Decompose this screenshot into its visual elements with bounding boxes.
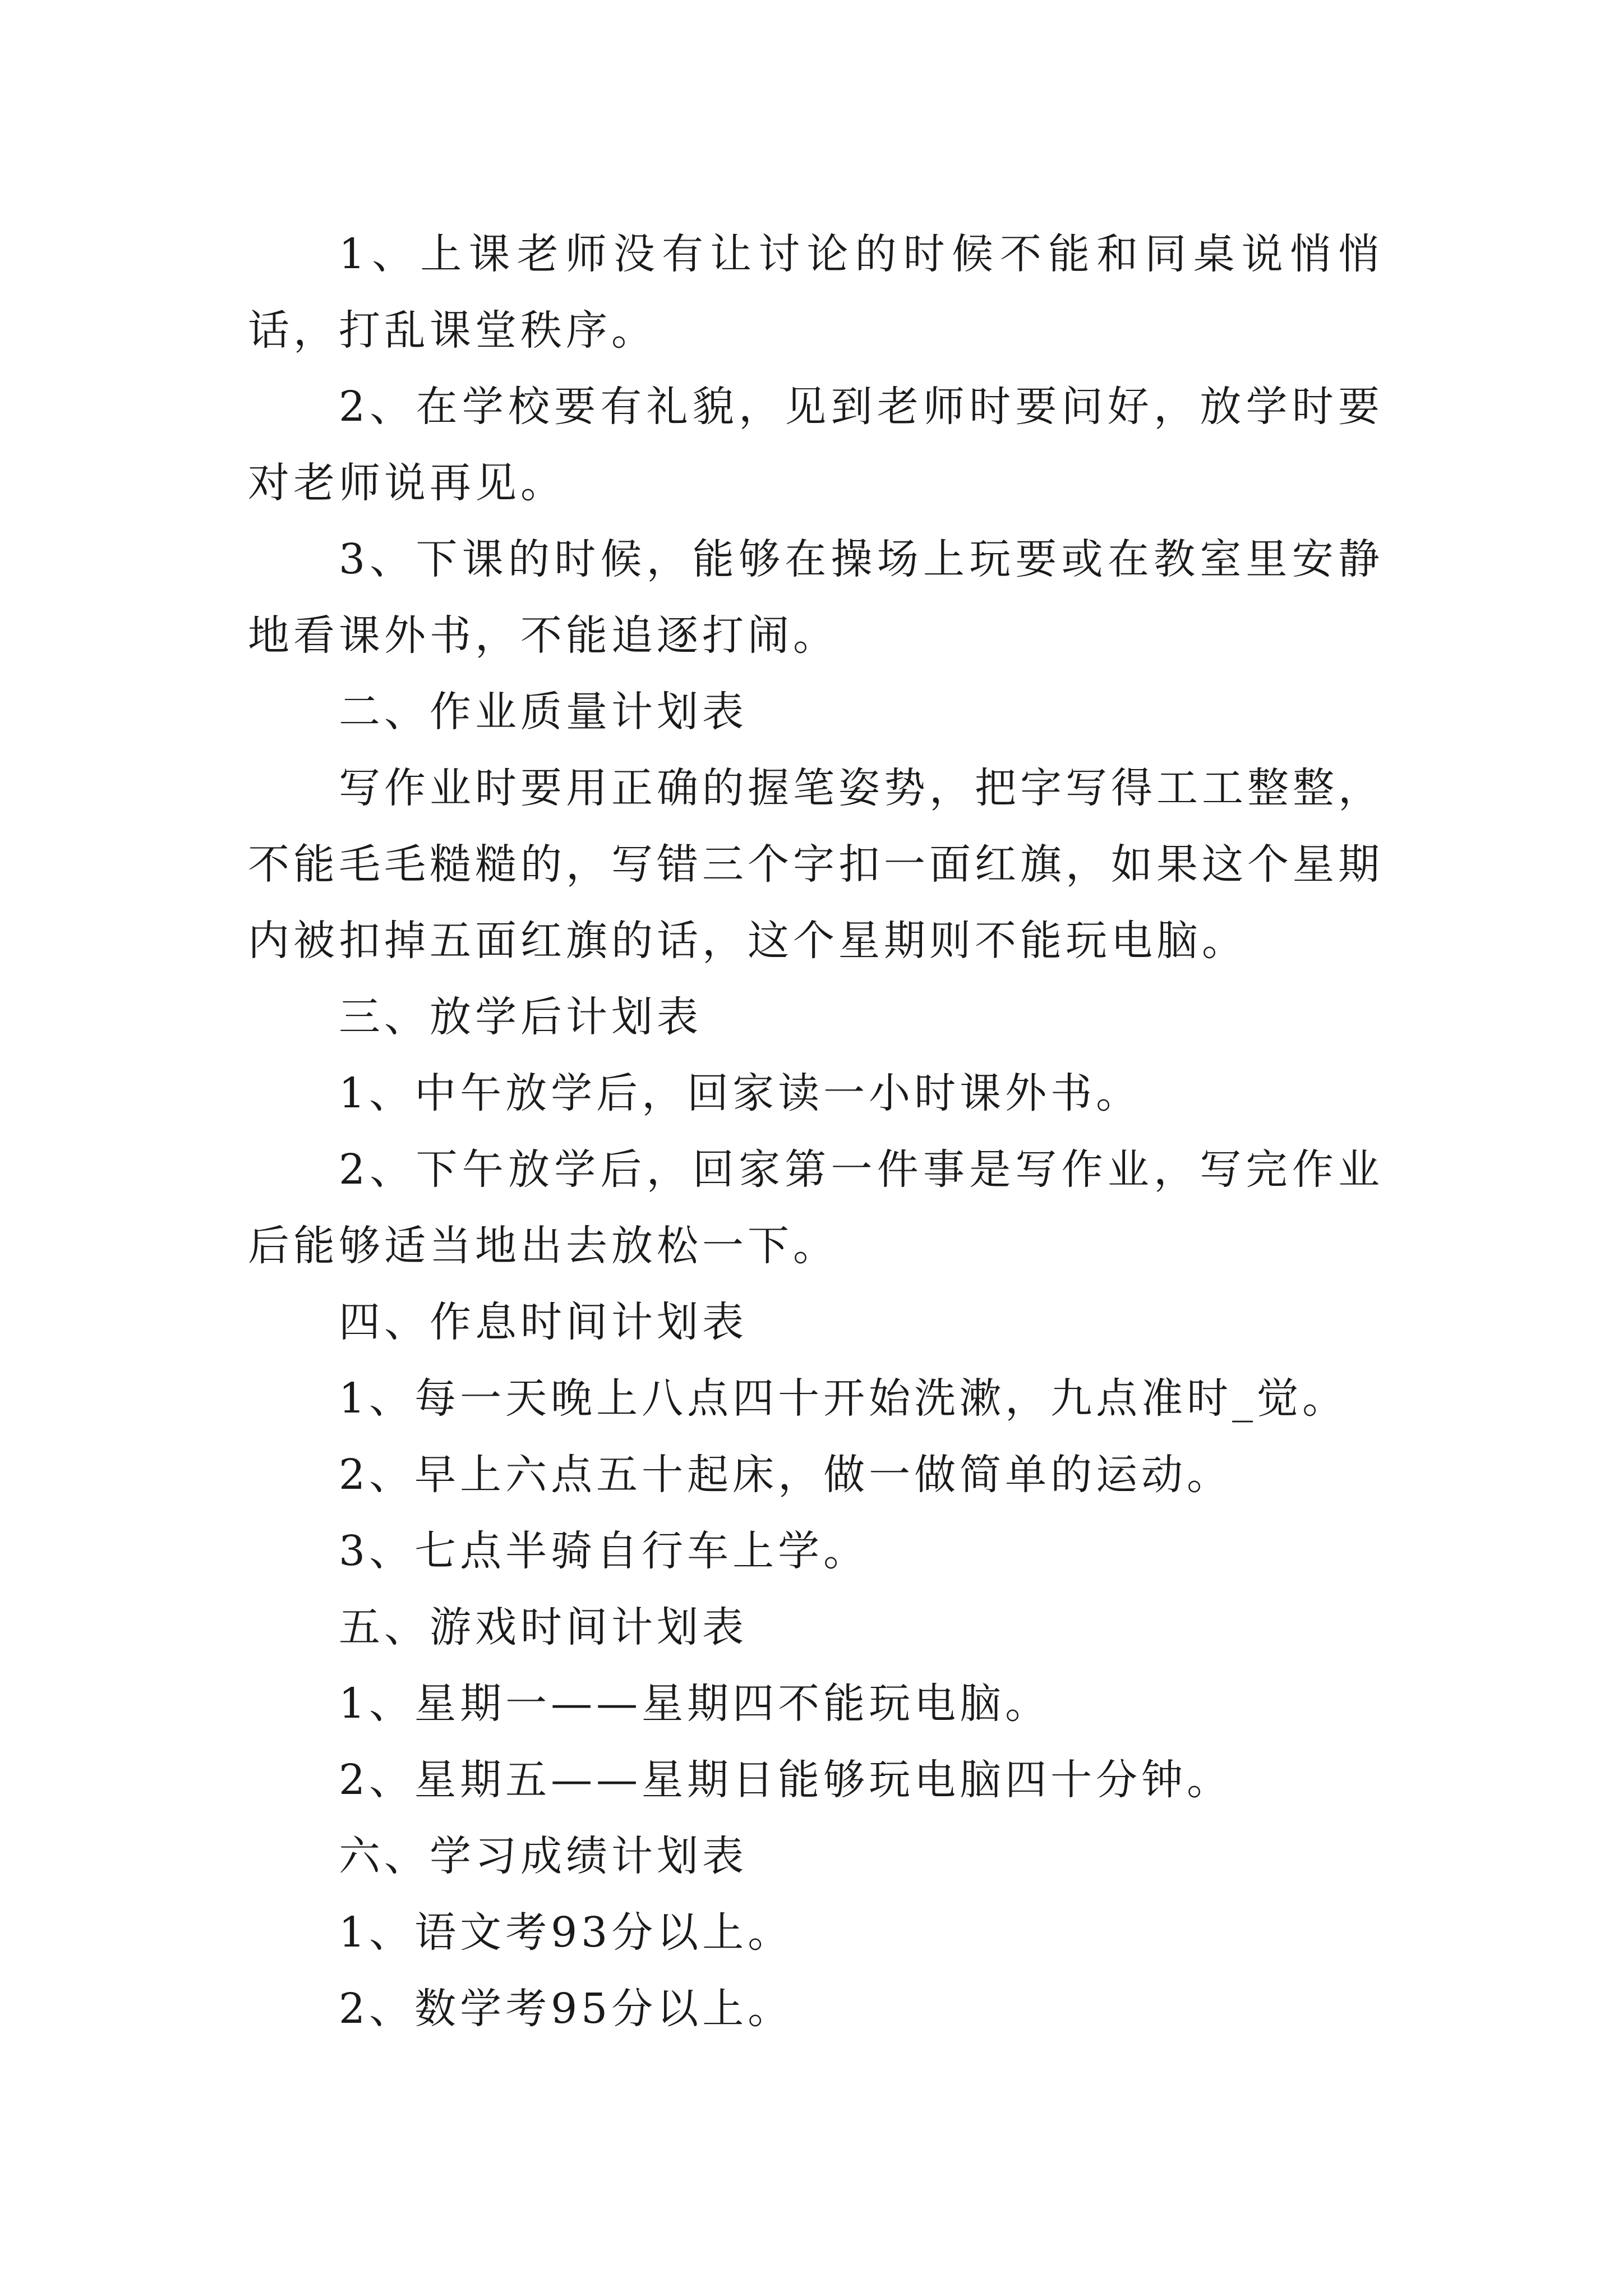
section-heading-after-school: 三、放学后计划表 — [339, 993, 702, 1041]
game-time-item-2: 2、星期五——星期日能够玩电脑四十分钟。 — [339, 1756, 1233, 1804]
section-heading-schedule: 四、作息时间计划表 — [339, 1298, 748, 1346]
schedule-item-3: 3、七点半骑自行车上学。 — [339, 1527, 869, 1575]
grades-item-1: 1、语文考93分以上。 — [339, 1908, 794, 1957]
document-body — [248, 216, 1384, 2047]
game-time-item-1: 1、星期一——星期四不能玩电脑。 — [339, 1680, 1051, 1728]
rule-no-whispering: 1、上课老师没有让讨论的时候不能和同桌说悄悄话，打乱课堂秩序。 — [248, 230, 1384, 355]
homework-quality-text: 写作业时要用正确的握笔姿势，把字写得工工整整，不能毛毛糙糙的，写错三个字扣一面红旗，如果这个星期内被扣掉五面红旗的话，这个星期则不能玩电脑。 — [248, 764, 1384, 965]
schedule-item-2: 2、早上六点五十起床，做一做简单的运动。 — [339, 1451, 1233, 1499]
section-heading-game-time: 五、游戏时间计划表 — [339, 1603, 748, 1651]
after-school-item-2: 2、下午放学后，回家第一件事是写作业，写完作业后能够适当地出去放松一下。 — [248, 1145, 1384, 1270]
after-school-item-1: 1、中午放学后，回家读一小时课外书。 — [339, 1069, 1142, 1117]
rule-recess: 3、下课的时候，能够在操场上玩要或在教室里安静地看课外书，不能追逐打闹。 — [248, 535, 1384, 660]
section-heading-homework-quality: 二、作业质量计划表 — [339, 688, 748, 736]
rule-politeness: 2、在学校要有礼貌，见到老师时要问好，放学时要对老师说再见。 — [248, 383, 1384, 507]
section-heading-grades: 六、学习成绩计划表 — [339, 1832, 748, 1880]
schedule-item-1: 1、每一天晚上八点四十开始洗漱，九点准时_觉。 — [339, 1374, 1348, 1423]
grades-item-2: 2、数学考95分以上。 — [339, 1985, 794, 2033]
